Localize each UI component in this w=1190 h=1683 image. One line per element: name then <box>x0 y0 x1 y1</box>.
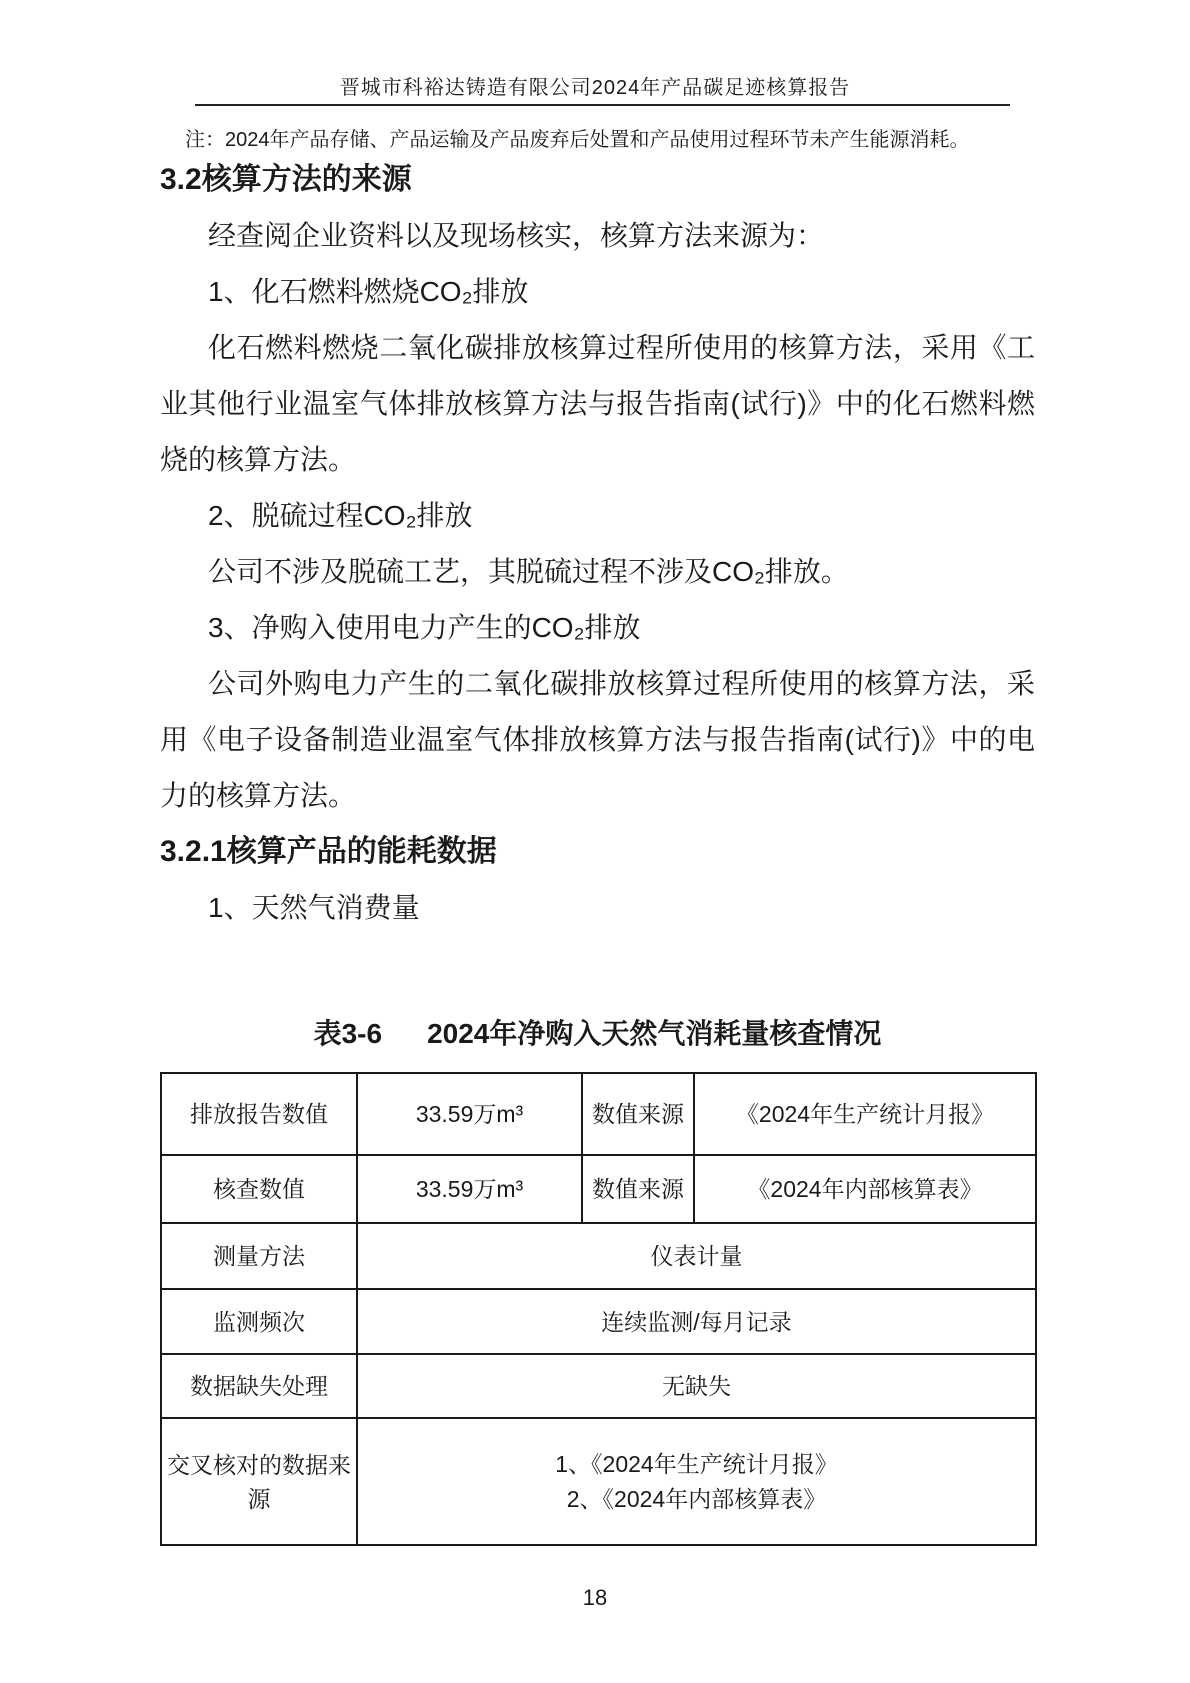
table-cell-label: 交叉核对的数据来源 <box>161 1418 357 1545</box>
body-paragraph: 化石燃料燃烧二氧化碳排放核算过程所使用的核算方法，采用《工业其他行业温室气体排放核算方法与报告指南(试行)》中的化石燃料燃烧的核算方法。 <box>160 332 1035 475</box>
list-item-natural-gas: 1、天然气消费量 <box>208 892 420 923</box>
table-row <box>161 1223 1036 1289</box>
table-cell-value: 连续监测/每月记录 <box>357 1289 1036 1354</box>
table-cell-source: 《2024年内部核算表》 <box>694 1155 1036 1223</box>
body-paragraph: 3、净购入使用电力产生的CO₂排放 <box>208 612 641 643</box>
body-paragraph: 经查阅企业资料以及现场核实，核算方法来源为： <box>208 220 825 251</box>
body-paragraph: 2、脱硫过程CO₂排放 <box>208 500 473 531</box>
cross-check-lines <box>362 1447 1031 1517</box>
table-cell-label: 排放报告数值 <box>161 1073 357 1155</box>
header-title: 晋城市科裕达铸造有限公司2024年产品碳足迹核算报告 <box>339 77 851 99</box>
verification-table <box>160 1072 1037 1546</box>
section-3-2-1-heading: 3.2.1核算产品的能耗数据 <box>160 835 497 868</box>
table-row <box>161 1073 1036 1155</box>
table-row <box>161 1354 1036 1418</box>
table-cell-source-label: 数值来源 <box>582 1155 694 1223</box>
table-cell-label: 监测频次 <box>161 1289 357 1354</box>
table-cell-value: 33.59万m³ <box>357 1155 582 1223</box>
header-divider <box>195 104 1010 106</box>
cross-check-line: 2、《2024年内部核算表》 <box>566 1485 827 1512</box>
table-cell-value <box>357 1418 1036 1545</box>
table-caption <box>160 1014 1035 1054</box>
table-cell-value: 无缺失 <box>357 1354 1036 1418</box>
table-cell-source-label: 数值来源 <box>582 1073 694 1155</box>
body-paragraph: 公司外购电力产生的二氧化碳排放核算过程所使用的核算方法，采用《电子设备制造业温室气体排放核算方法与报告指南(试行)》中的电力的核算方法。 <box>160 668 1035 811</box>
body-paragraph: 1、化石燃料燃烧CO₂排放 <box>208 276 529 307</box>
table-row <box>161 1418 1036 1545</box>
section-3-2-heading: 3.2核算方法的来源 <box>160 163 412 196</box>
table-row <box>161 1155 1036 1223</box>
table-caption-title: 2024年净购入天然气消耗量核查情况 <box>427 1018 882 1049</box>
footer-page-number: 18 <box>582 1585 608 1610</box>
section-3-2-body <box>160 208 1035 824</box>
table-cell-label: 测量方法 <box>161 1223 357 1289</box>
page-header <box>0 0 1190 106</box>
table-cell-source: 《2024年生产统计月报》 <box>694 1073 1036 1155</box>
note-text: 注：2024年产品存储、产品运输及产品废弃后处置和产品使用过程环节未产生能源消耗。 <box>185 129 970 151</box>
table-cell-label: 核查数值 <box>161 1155 357 1223</box>
table-cell-label: 数据缺失处理 <box>161 1354 357 1418</box>
page-content <box>160 152 1035 1546</box>
cross-check-line: 1、《2024年生产统计月报》 <box>555 1450 838 1477</box>
table-row <box>161 1289 1036 1354</box>
body-paragraph: 公司不涉及脱硫工艺，其脱硫过程不涉及CO₂排放。 <box>208 556 849 587</box>
table-cell-value: 33.59万m³ <box>357 1073 582 1155</box>
table-caption-label: 表3-6 <box>313 1018 383 1049</box>
table-cell-value: 仪表计量 <box>357 1223 1036 1289</box>
